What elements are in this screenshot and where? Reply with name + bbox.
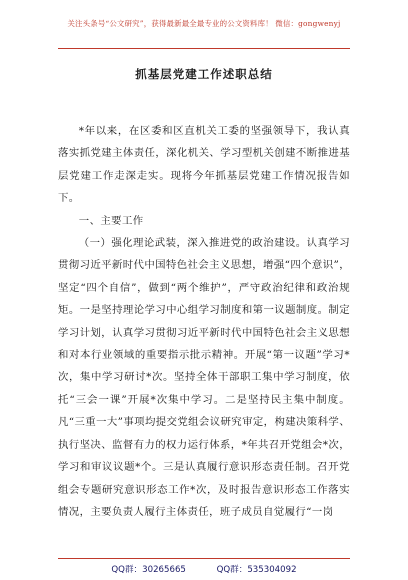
- footer-contacts: [0, 563, 408, 575]
- body-paragraph: （一）强化理论武装，深入推进党的政治建设。认真学习贯彻习近平新时代中国特色社会主义思想，增强“四个意识”，坚定“四个自信”，做到“两个维护”，严守政治纪律和政治规矩。一是坚持理论学习中心组学习制度和第一议题制度。制定学习计划，认真学习贯彻习近平新时代中国特色社会主义思想和对本行业领域的重要指示批示精神。开展“第一议题”学习*次，集中学习研讨*次。坚持全体干部职工集中学习制度，依托“三会一课”开展*次集中学习。二是坚持民主集中制度。凡“三重一大”事项均提交党组会议研究审定，构建决策科学、执行坚决、监督有力的权力运行体系，*年共召开党组会*次，学习和审议议题*个。三是认真履行意识形态责任制。召开党组会专题研究意识形态工作*次，及时报告意识形态工作落实情况，主要负责人履行主体责任，班子成员自觉履行“一岗: [58, 237, 350, 518]
- section-heading: 一、主要工作: [78, 214, 144, 227]
- intro-paragraph: *年以来，在区委和区直机关工委的坚强领导下，我认真落实抓党建主体责任，深化机关、学习型机关创建不断推进基层党建工作走深走实。现将今年抓基层党建工作情况报告如下。: [58, 125, 350, 205]
- footer-qq-group-2: QQ群：535304092: [216, 565, 297, 575]
- document-body: [58, 120, 350, 523]
- footer-qq-group-1: QQ群：30265665: [111, 565, 186, 575]
- top-banner: 关注头条号“公文研究”，获得最新最全最专业的公文资料库！ 微信：gongwenyj: [67, 19, 341, 28]
- document-title: 抓基层党建工作述职总结: [135, 67, 273, 81]
- top-rule: [58, 48, 350, 49]
- bottom-rule: [58, 558, 350, 559]
